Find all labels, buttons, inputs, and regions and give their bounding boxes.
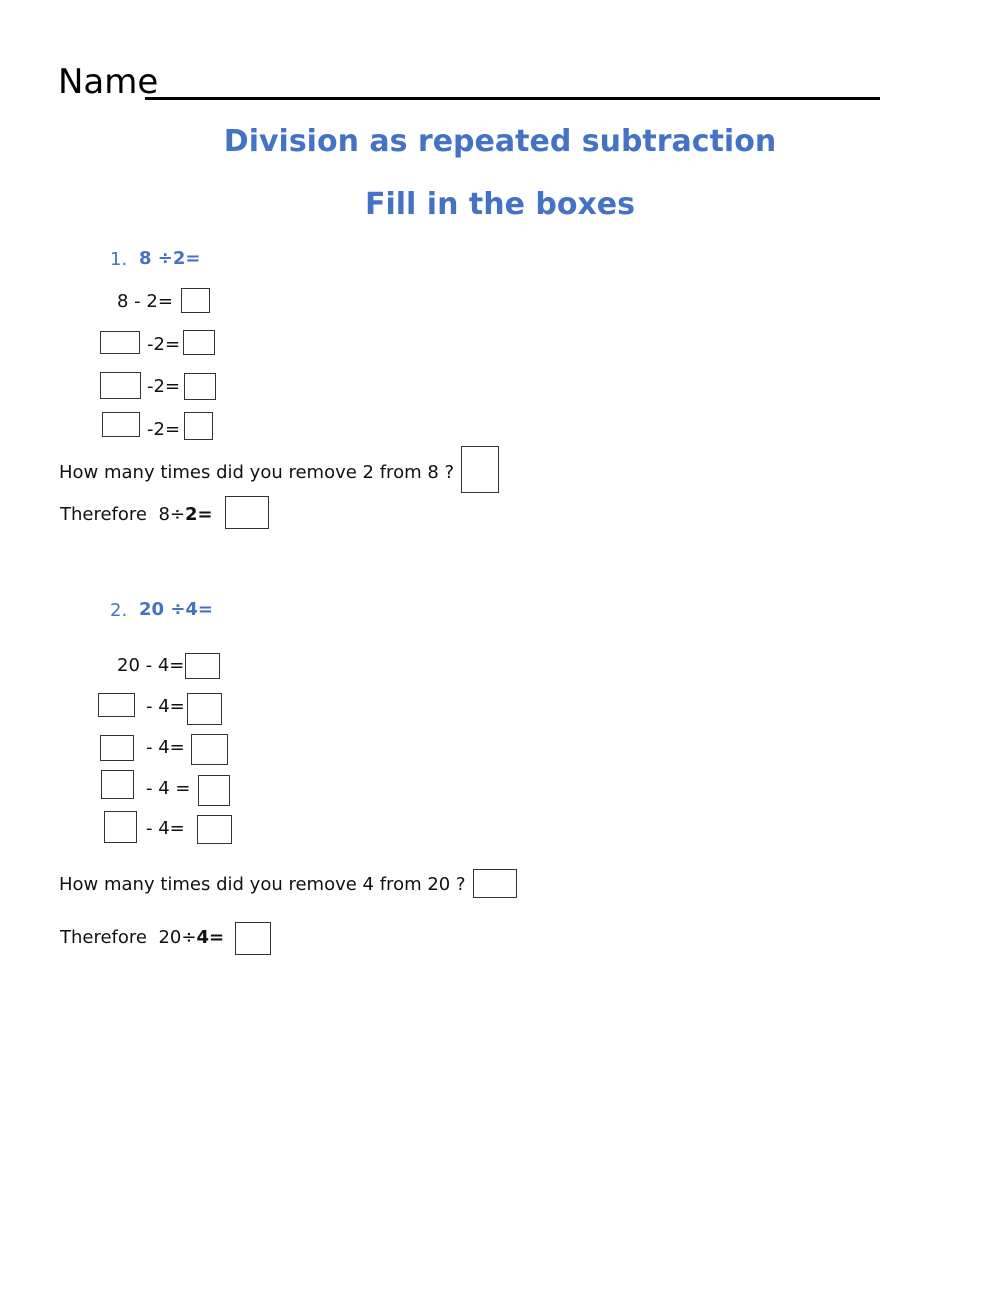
q2-number: 2.	[110, 600, 128, 621]
page-subtitle: Fill in the boxes	[365, 187, 635, 222]
q1-therefore-expr: 8÷	[158, 504, 185, 525]
q1-step-op-4: -2=	[147, 419, 181, 440]
q2-step-op-2: - 4=	[146, 696, 185, 717]
q1-start-box-3[interactable]	[100, 372, 141, 399]
q2-step-op-5: - 4=	[146, 818, 185, 839]
q2-therefore-label: Therefore	[60, 927, 147, 948]
q1-step-op-2: -2=	[147, 334, 181, 355]
q1-therefore-label: Therefore	[60, 504, 147, 525]
q2-step-op-4: - 4 =	[146, 778, 191, 799]
q2-answer-box-4[interactable]	[198, 775, 230, 806]
q1-answer-box-2[interactable]	[183, 330, 215, 355]
q2-therefore-divisor: 4=	[196, 927, 225, 948]
q2-start-box-5[interactable]	[104, 811, 137, 843]
q2-result-box[interactable]	[235, 922, 271, 955]
q1-therefore	[60, 504, 213, 525]
q2-start-box-3[interactable]	[100, 735, 134, 761]
q2-start-box-2[interactable]	[98, 693, 135, 717]
q2-times-box[interactable]	[473, 869, 517, 898]
q1-first-line: 8 - 2=	[117, 291, 173, 312]
q1-question: How many times did you remove 2 from 8 ?	[59, 462, 455, 483]
q1-start-box-2[interactable]	[100, 331, 140, 354]
name-label: Name	[58, 62, 159, 102]
q1-expression: 8 ÷2=	[139, 248, 201, 269]
q1-therefore-divisor: 2=	[185, 504, 213, 525]
q2-answer-box-1[interactable]	[185, 653, 220, 679]
q1-step-op-3: -2=	[147, 376, 181, 397]
q2-question: How many times did you remove 4 from 20 ?	[59, 874, 466, 895]
q2-step-op-3: - 4=	[146, 737, 185, 758]
q1-answer-box-1[interactable]	[181, 288, 210, 313]
q2-answer-box-2[interactable]	[187, 693, 222, 725]
q2-answer-box-3[interactable]	[191, 734, 228, 765]
q1-answer-box-3[interactable]	[184, 373, 216, 400]
q1-number: 1.	[110, 249, 128, 270]
q2-therefore-expr: 20÷	[158, 927, 197, 948]
name-input-line[interactable]	[145, 97, 880, 100]
q2-start-box-4[interactable]	[101, 770, 134, 799]
q2-expression: 20 ÷4=	[139, 599, 214, 620]
q1-answer-box-4[interactable]	[184, 412, 213, 440]
page-title: Division as repeated subtraction	[223, 124, 777, 159]
q2-therefore	[60, 927, 224, 948]
q1-result-box[interactable]	[225, 496, 269, 529]
q1-start-box-4[interactable]	[102, 412, 140, 437]
q2-answer-box-5[interactable]	[197, 815, 232, 844]
q1-times-box[interactable]	[461, 446, 499, 493]
q2-first-line: 20 - 4=	[117, 655, 185, 676]
